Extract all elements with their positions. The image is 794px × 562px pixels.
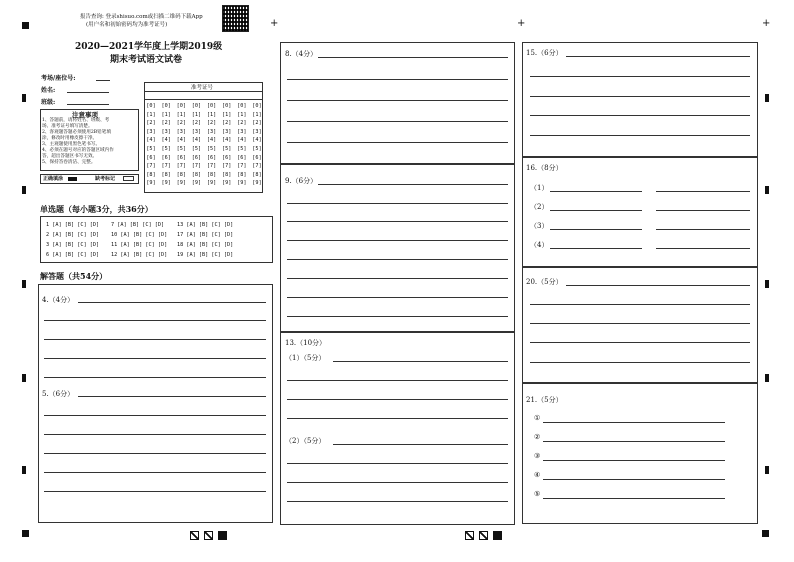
- side-mark-right-4: [765, 374, 769, 382]
- mc-question[interactable]: 3 [A] [B] [C] [D]: [46, 242, 100, 248]
- side-mark-left-2: [22, 186, 26, 194]
- mc-question[interactable]: 17 [A] [B] [C] [D]: [177, 232, 234, 238]
- fill-correct-sample: [68, 177, 77, 181]
- answer-line[interactable]: [530, 115, 750, 116]
- question-16-part-line[interactable]: [656, 229, 750, 230]
- answer-line[interactable]: [287, 100, 508, 101]
- question-13-part-2-first-line[interactable]: [333, 444, 508, 445]
- side-mark-right-5: [765, 466, 769, 474]
- mc-grid: [46, 220, 271, 260]
- question-9-first-line[interactable]: [318, 184, 508, 185]
- name-field[interactable]: [67, 92, 109, 93]
- fill-correct-label: 正确填涂: [43, 176, 64, 182]
- plus-mark-top-middle: +: [270, 18, 279, 29]
- page-marker-solid-2: [493, 531, 502, 540]
- question-16-part-label: （4）: [530, 241, 549, 249]
- page-marker-hatch-1: [190, 531, 199, 540]
- answer-line[interactable]: [530, 304, 750, 305]
- answer-line[interactable]: [287, 399, 508, 400]
- answer-line[interactable]: [44, 320, 266, 321]
- answer-line[interactable]: [287, 418, 508, 419]
- plus-mark-top-middle-2: +: [517, 18, 526, 29]
- answer-line[interactable]: [287, 221, 508, 222]
- question-4-first-line[interactable]: [78, 302, 266, 303]
- absent-mark-checkbox[interactable]: [123, 176, 134, 181]
- page-marker-hatch-4: [479, 531, 488, 540]
- answer-section-header: 解答题（共54分）: [40, 271, 108, 281]
- question-16-part-line[interactable]: [550, 248, 642, 249]
- answer-line[interactable]: [44, 434, 266, 435]
- question-13-part-1-first-line[interactable]: [333, 361, 508, 362]
- exam-id-label: 准考证号: [191, 85, 214, 91]
- page-subtitle: 期末考试语文试卷: [110, 55, 183, 65]
- mc-question[interactable]: 12 [A] [B] [C] [D]: [111, 252, 168, 258]
- side-mark-right-3: [765, 280, 769, 288]
- digit-column[interactable]: [0] [1] [2] [3] [4] [5] [6] [7] [8] [9]: [206, 103, 217, 187]
- notice-line: 5、保持答卷清洁、完整。: [42, 160, 96, 165]
- answer-line[interactable]: [287, 482, 508, 483]
- mc-question[interactable]: 11 [A] [B] [C] [D]: [111, 242, 168, 248]
- mc-question[interactable]: 10 [A] [B] [C] [D]: [111, 232, 168, 238]
- question-13-label: 13.（10分）: [285, 339, 327, 347]
- question-21-part-label: ②: [534, 433, 541, 441]
- notice-line: 2、客观题答题必须使用2B铅笔填: [42, 130, 111, 135]
- notice-title: 注意事项: [72, 111, 98, 119]
- question-21-part-line[interactable]: [543, 479, 725, 480]
- answer-box-q8: [280, 42, 515, 164]
- notice-line: 4、必须在题号对应的答题区域内作: [42, 148, 114, 153]
- class-field[interactable]: [67, 104, 109, 105]
- question-13-part-2-label: （2）（5分）: [285, 437, 326, 445]
- answer-line[interactable]: [287, 121, 508, 122]
- mc-row: [46, 230, 271, 240]
- digit-column[interactable]: [0] [1] [2] [3] [4] [5] [6] [7] [8] [9]: [237, 103, 247, 187]
- side-mark-right-1: [765, 94, 769, 102]
- answer-line[interactable]: [287, 142, 508, 143]
- question-21-part-line[interactable]: [543, 422, 725, 423]
- digit-column[interactable]: [0] [1] [2] [3] [4] [5] [6] [7] [8] [9]: [146, 103, 156, 187]
- page-marker-solid-1: [218, 531, 227, 540]
- notice-lines: [42, 118, 138, 166]
- qr-code-icon: [222, 5, 249, 32]
- question-16-part-label: （3）: [530, 222, 549, 230]
- room-seat-label: 考场/座位号:: [41, 75, 76, 82]
- answer-line[interactable]: [530, 362, 750, 363]
- answer-line[interactable]: [287, 278, 508, 279]
- question-16-label: 16.（8分）: [526, 164, 563, 172]
- side-mark-left-4: [22, 374, 26, 382]
- question-20-first-line[interactable]: [566, 285, 750, 286]
- question-15-first-line[interactable]: [566, 56, 750, 57]
- corner-mark-bottom-left: [22, 530, 29, 537]
- answer-line[interactable]: [44, 415, 266, 416]
- side-mark-right-2: [765, 186, 769, 194]
- page-marker-hatch-2: [204, 531, 213, 540]
- answer-line[interactable]: [44, 377, 266, 378]
- digit-column[interactable]: [0] [1] [2] [3] [4] [5] [6] [7] [8] [9]: [176, 103, 186, 187]
- digit-column[interactable]: [0] [1] [2] [3] [4] [5] [6] [7] [8] [9]: [222, 103, 232, 187]
- answer-line[interactable]: [287, 501, 508, 502]
- login-hint-notice: (用户名和初始密码均为准考证号): [86, 22, 168, 28]
- page-marker-hatch-3: [465, 531, 474, 540]
- digit-column[interactable]: [0] [1] [2] [3] [4] [5] [6] [7] [8] [9]: [191, 103, 202, 187]
- mc-question[interactable]: 6 [A] [B] [C] [D]: [46, 252, 100, 258]
- question-21-part-line[interactable]: [543, 441, 725, 442]
- question-13-part-1-label: （1）（5分）: [285, 354, 326, 362]
- question-16-part-line[interactable]: [656, 210, 750, 211]
- answer-line[interactable]: [530, 96, 750, 97]
- notice-line: 场、准考证号填写清楚。: [42, 124, 93, 129]
- question-8-label: 8.（4分）: [285, 50, 318, 58]
- notice-line: 1、答题前，请将姓名、班级、考: [42, 118, 110, 123]
- exam-id-columns: [146, 102, 262, 192]
- mc-question[interactable]: 18 [A] [B] [C] [D]: [177, 242, 234, 248]
- mc-question[interactable]: 13 [A] [B] [C] [D]: [177, 222, 234, 228]
- question-15-label: 15.（6分）: [526, 49, 563, 57]
- answer-line[interactable]: [530, 76, 750, 77]
- mc-row: [46, 240, 271, 250]
- answer-line[interactable]: [530, 323, 750, 324]
- question-20-label: 20.（5分）: [526, 278, 563, 286]
- side-mark-left-1: [22, 94, 26, 102]
- exam-id-divider: [144, 91, 263, 92]
- question-4-label: 4.（4分）: [42, 296, 75, 304]
- question-21-part-label: ③: [534, 452, 541, 460]
- answer-line[interactable]: [44, 491, 266, 492]
- question-16-part-line[interactable]: [550, 210, 642, 211]
- question-21-part-label: ①: [534, 414, 541, 422]
- mc-question[interactable]: 19 [A] [B] [C] [D]: [177, 252, 234, 258]
- question-16-part-line[interactable]: [656, 191, 750, 192]
- answer-line[interactable]: [44, 472, 266, 473]
- room-seat-field[interactable]: [96, 80, 110, 81]
- answer-line[interactable]: [44, 339, 266, 340]
- question-16-part-label: （2）: [530, 203, 549, 211]
- report-query-notice: 报告查询: 登录shisuo.com或扫描二维码下载App: [80, 14, 203, 20]
- answer-line[interactable]: [287, 297, 508, 298]
- answer-line[interactable]: [287, 79, 508, 80]
- answer-box-q16: [522, 157, 758, 267]
- question-9-label: 9.（6分）: [285, 177, 318, 185]
- answer-box-q15: [522, 42, 758, 157]
- corner-mark-top-left: [22, 22, 29, 29]
- question-21-part-label: ⑤: [534, 490, 541, 498]
- notice-line: 3、主观题使用黑色笔书写。: [42, 142, 101, 147]
- digit-column[interactable]: [0] [1] [2] [3] [4] [5] [6] [7] [8] [9]: [161, 103, 171, 187]
- answer-line[interactable]: [287, 240, 508, 241]
- question-5-first-line[interactable]: [78, 396, 266, 397]
- answer-line[interactable]: [530, 342, 750, 343]
- question-16-part-line[interactable]: [656, 248, 750, 249]
- question-5-label: 5.（6分）: [42, 390, 75, 398]
- digit-column[interactable]: [0] [1] [2] [3] [4] [5] [6] [7] [8] [9]: [252, 103, 262, 187]
- answer-line[interactable]: [44, 453, 266, 454]
- page-title: 2020—2021学年度上学期2019级: [75, 42, 223, 52]
- absent-mark-label: 缺考标记: [95, 176, 116, 182]
- answer-line[interactable]: [287, 380, 508, 381]
- answer-line[interactable]: [44, 358, 266, 359]
- mc-question[interactable]: 1 [A] [B] [C] [D]: [46, 222, 100, 228]
- corner-mark-bottom-right: [762, 530, 769, 537]
- answer-line[interactable]: [287, 259, 508, 260]
- question-21-label: 21.（5分）: [526, 396, 563, 404]
- notice-line: 答，超出答题区书写无效。: [42, 154, 98, 159]
- mc-question[interactable]: 7 [A] [B] [C] [D]: [111, 222, 165, 228]
- question-21-part-line[interactable]: [543, 498, 725, 499]
- plus-mark-top-right: +: [762, 18, 771, 29]
- answer-line[interactable]: [287, 316, 508, 317]
- name-label: 姓名:: [41, 87, 56, 94]
- exam-id-divider-2: [144, 99, 263, 100]
- question-8-first-line[interactable]: [318, 57, 508, 58]
- answer-line[interactable]: [530, 135, 750, 136]
- mc-question[interactable]: 2 [A] [B] [C] [D]: [46, 232, 100, 238]
- answer-line[interactable]: [287, 203, 508, 204]
- class-label: 班级:: [41, 99, 56, 106]
- side-mark-left-3: [22, 280, 26, 288]
- answer-line[interactable]: [287, 463, 508, 464]
- notice-line: 涂，修改时用橡皮擦干净。: [42, 136, 98, 141]
- side-mark-left-5: [22, 466, 26, 474]
- question-16-part-line[interactable]: [550, 191, 642, 192]
- mc-row: [46, 220, 271, 230]
- question-21-part-line[interactable]: [543, 460, 725, 461]
- question-16-part-label: （1）: [530, 184, 549, 192]
- mc-row: [46, 250, 271, 260]
- answer-box-q9: [280, 164, 515, 332]
- question-21-part-label: ④: [534, 471, 541, 479]
- mc-section-header: 单选题（每小题3分，共36分）: [40, 204, 153, 214]
- question-16-part-line[interactable]: [550, 229, 642, 230]
